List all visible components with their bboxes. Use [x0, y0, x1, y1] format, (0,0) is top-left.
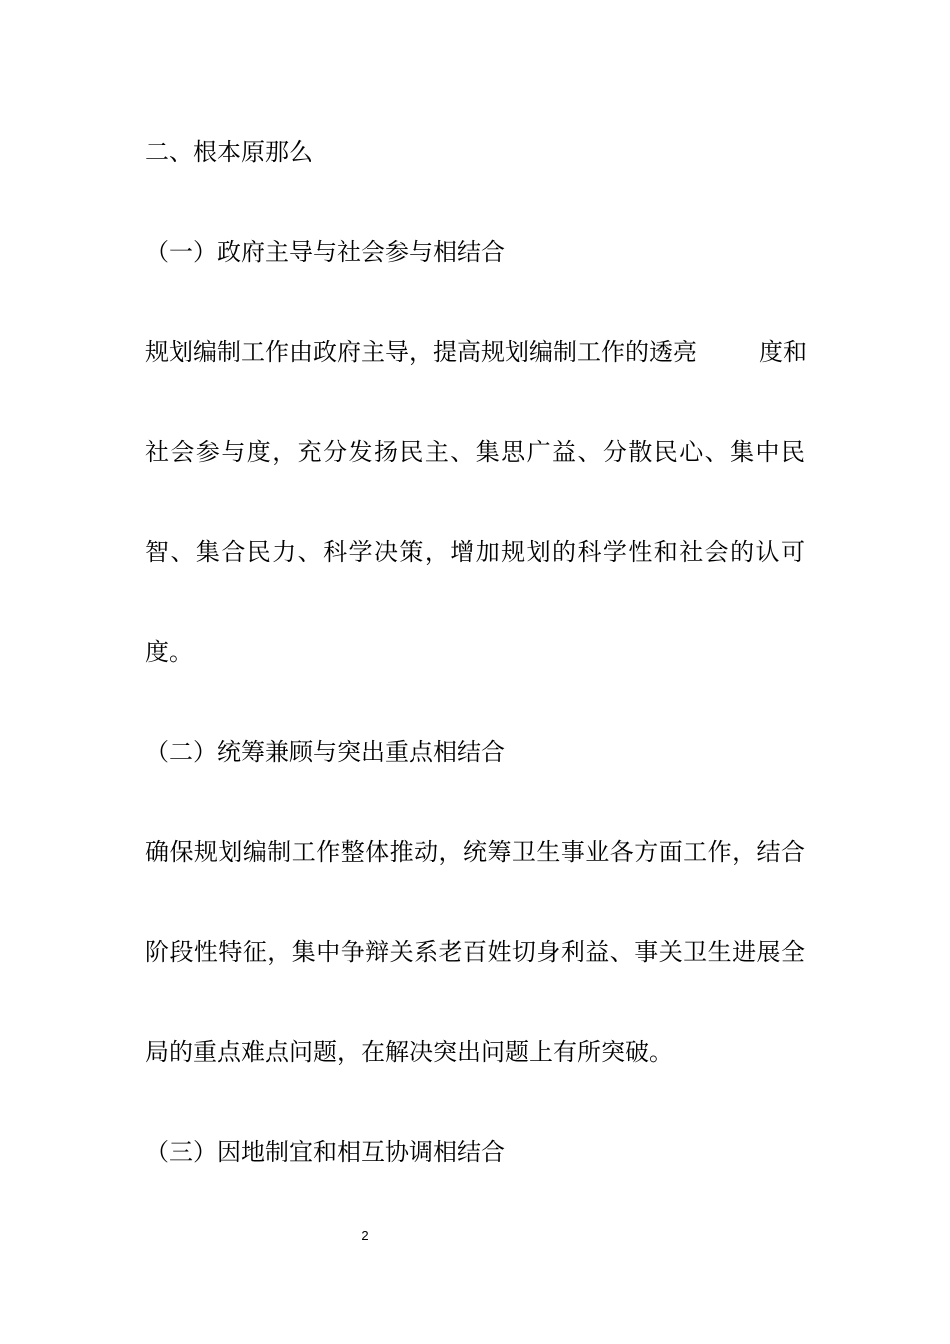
paragraph-2-line-1: 确保规划编制工作整体推动，统筹卫生事业各方面工作，结合	[145, 838, 805, 866]
paragraph-1-line-1	[145, 337, 805, 367]
page-number: 2	[361, 1228, 369, 1243]
paragraph-1-line-4: 度。	[145, 638, 193, 666]
subsection-heading-1: （一）政府主导与社会参与相结合	[145, 238, 505, 266]
paragraph-1-line-1-text: 规划编制工作由政府主导，提高规划编制工作的透亮	[145, 338, 697, 366]
section-heading: 二、根本原那么	[145, 138, 313, 166]
subsection-heading-2: （二）统筹兼顾与突出重点相结合	[145, 738, 505, 766]
paragraph-1-line-1-tail: 度和	[759, 338, 807, 366]
paragraph-1-line-3: 智、集合民力、科学决策，增加规划的科学性和社会的认可	[145, 538, 805, 566]
paragraph-2-line-2: 阶段性特征，集中争辩关系老百姓切身利益、事关卫生进展全	[145, 938, 805, 966]
paragraph-2-line-3: 局的重点难点问题，在解决突出问题上有所突破。	[145, 1038, 673, 1066]
paragraph-1-line-2: 社会参与度，充分发扬民主、集思广益、分散民心、集中民	[145, 438, 805, 466]
subsection-heading-3: （三）因地制宜和相互协调相结合	[145, 1138, 505, 1166]
